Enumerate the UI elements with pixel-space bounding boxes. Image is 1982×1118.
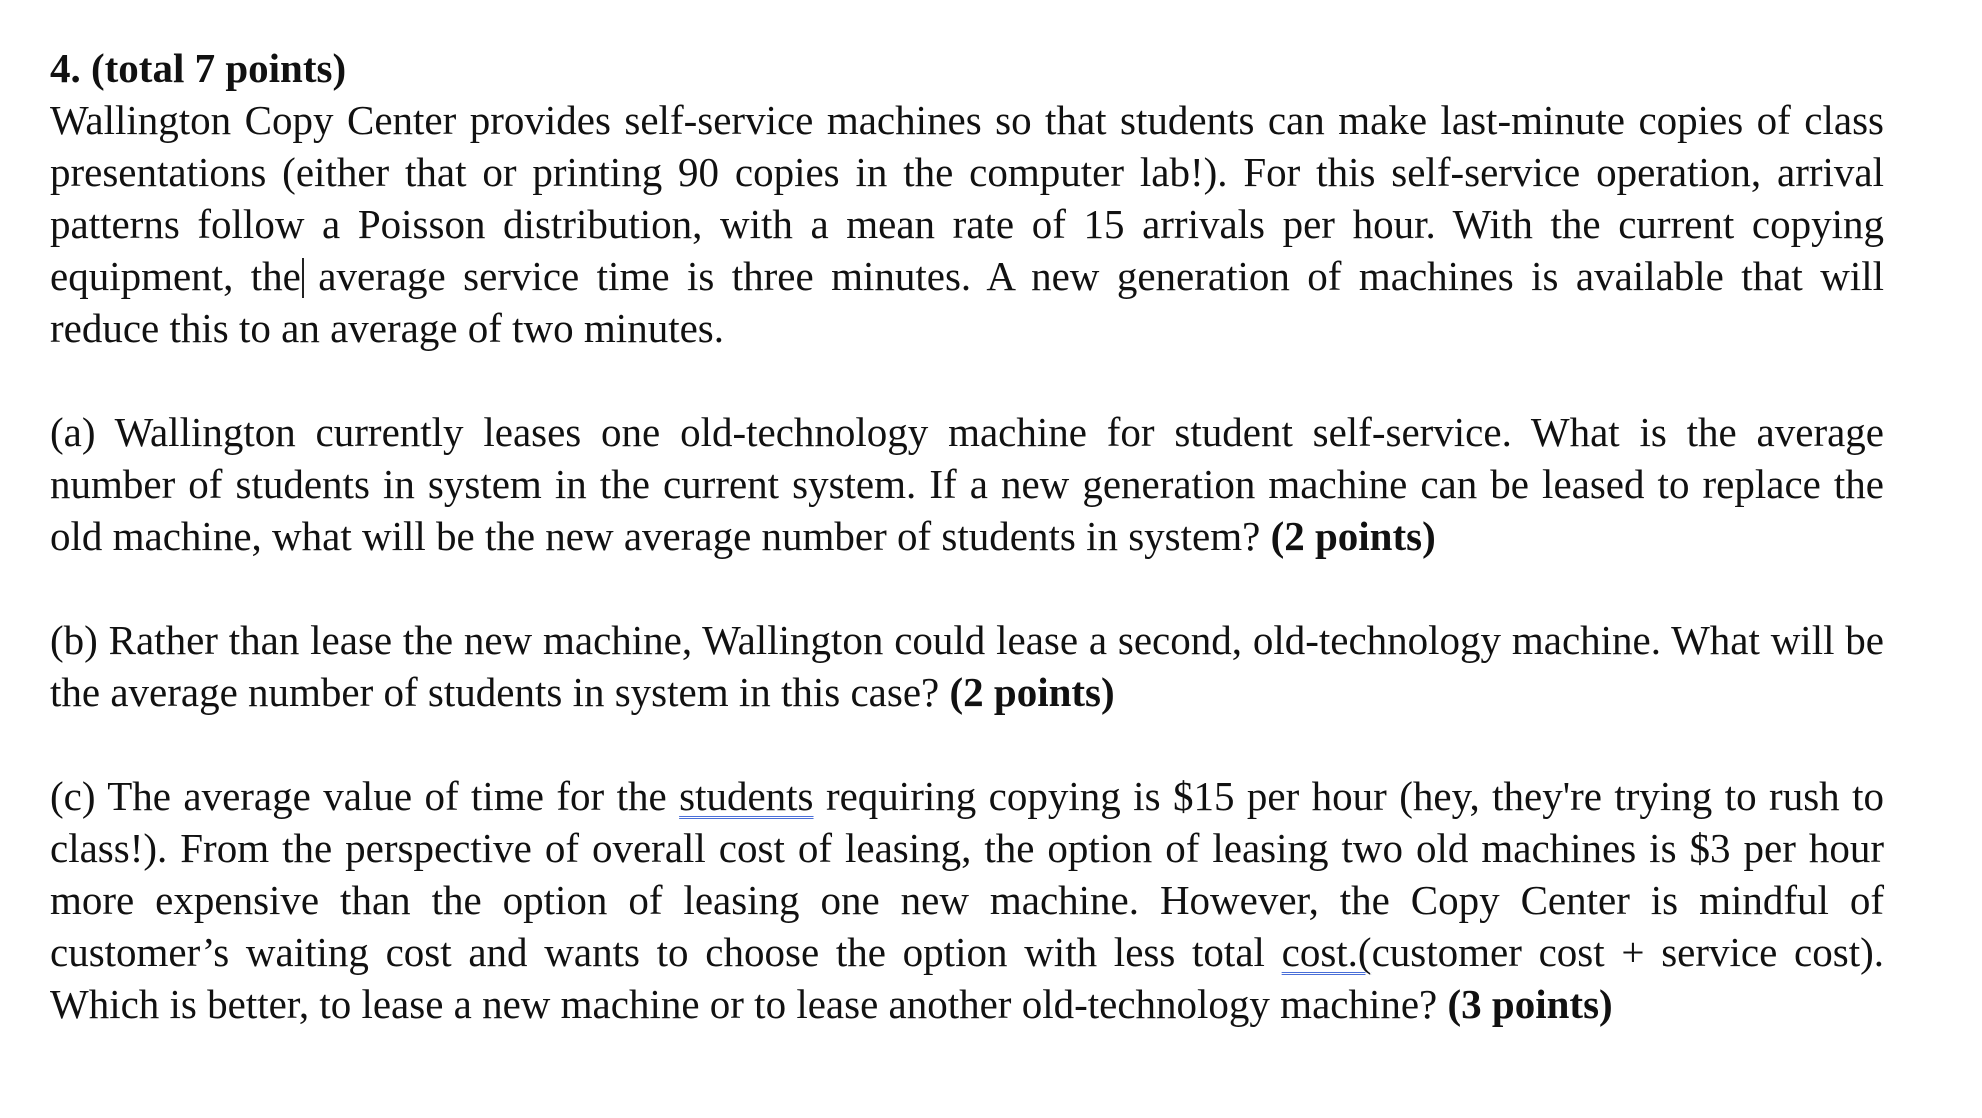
part-a-points: (2 points): [1270, 513, 1436, 559]
part-c-text-1: (c) The average value of time for the: [50, 773, 680, 819]
part-a-text: (a) Wallington currently leases one old-technology machine for student self-service. What is the average number of students in system in the current system. If a new generation machine can be leased to replace the old machine, what will be the new average number of students in system?: [50, 409, 1884, 559]
paragraph-gap: [50, 354, 1884, 406]
document-body: [50, 42, 1884, 1030]
intro-text-part2: average service time is three minutes. A new generation of machines is available that will reduce this to an average of two minutes.: [50, 253, 1884, 351]
part-a-paragraph: [50, 406, 1884, 562]
paragraph-gap: [50, 562, 1884, 614]
paragraph-gap: [50, 718, 1884, 770]
part-c-paragraph: [50, 770, 1884, 1030]
intro-text-part1: Wallington Copy Center provides self-service machines so that students can make last-minute copies of class presentations (either that or printing 90 copies in the computer lab!). For this self-service operation, arrival patterns follow a Poisson distribution, with a mean rate of 15 arrivals per hour. With the current copying equipment, the: [50, 97, 1884, 299]
part-c-text-3: customer cost + service cost). Which is better, to lease a new machine or to lease another old-technology machine?: [50, 929, 1884, 1027]
part-b-text: (b) Rather than lease the new machine, Wallington could lease a second, old-technology machine. What will be the average number of students in system in this case?: [50, 617, 1884, 715]
question-intro: [50, 94, 1884, 354]
question-heading: 4. (total 7 points): [50, 45, 347, 91]
part-b-paragraph: [50, 614, 1884, 718]
grammar-flag-cost[interactable]: cost.(: [1281, 929, 1372, 975]
part-c-points: (3 points): [1447, 981, 1613, 1027]
part-b-points: (2 points): [949, 669, 1115, 715]
part-c-text-2: requiring copying is $15 per hour (hey, they're trying to rush to class!). From the perspective of overall cost of leasing, the option of leasing two old machines is $3 per hour more expensive than the option of leasing one new machine. However, the Copy Center is mindful of customer’s waiting cost and wants to choose the option with less total: [50, 773, 1884, 975]
grammar-flag-students[interactable]: students: [679, 773, 814, 819]
